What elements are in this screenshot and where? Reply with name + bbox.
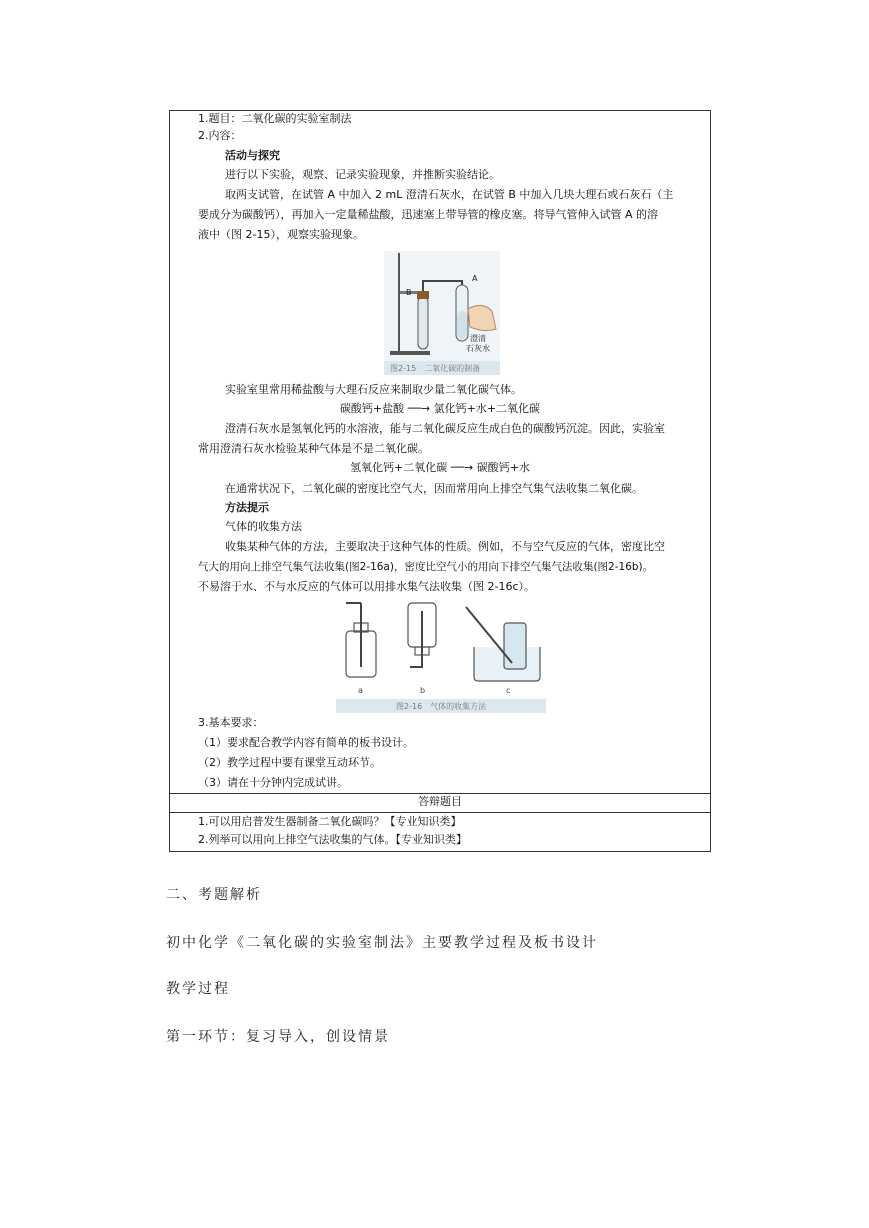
requirement-1: （1）要求配合教学内容有简单的板书设计。	[198, 736, 414, 749]
experiment-text-1: 取两支试管，在试管 A 中加入 2 mL 澄清石灰水，在试管 B 中加入几块大理石或石灰石（主	[225, 188, 674, 201]
collect-co2-text: 在通常状况下，二氧化碳的密度比空气大，因而常用向上排空气集气法收集二氧化碳。	[225, 482, 643, 495]
gas-collection-illustration	[336, 597, 546, 713]
experiment-text-3: 液中（图 2-15），观察实验现象。	[198, 228, 364, 241]
requirements-label: 3.基本要求：	[198, 716, 264, 729]
step-1-heading: 第一环节：复习导入，创设情景	[166, 1029, 390, 1045]
activity-heading: 活动与探究	[225, 149, 280, 162]
requirement-2: （2）教学过程中要有课堂互动环节。	[198, 756, 381, 769]
limewater-text-2: 常用澄清石灰水检验某种气体是不是二氧化碳。	[198, 442, 429, 455]
divider-defense	[170, 793, 710, 794]
process-heading: 教学过程	[166, 981, 230, 997]
fig1-label-lime-1: 澄清	[470, 334, 486, 343]
content-label: 2.内容：	[198, 129, 242, 142]
co2-apparatus-illustration	[384, 251, 500, 375]
fig2-label-b: b	[420, 686, 426, 695]
fig1-caption: 图2-15 二氧化碳的制备	[390, 364, 481, 373]
lab-intro: 实验室里常用稀盐酸与大理石反应来制取少量二氧化碳气体。	[225, 383, 522, 396]
fig2-caption: 图2-16 气体的收集方法	[396, 702, 487, 711]
figure-co2-preparation	[384, 251, 500, 375]
method-text-1: 收集某种气体的方法，主要取决于这种气体的性质。例如，不与空气反应的气体，密度比空	[225, 540, 665, 553]
fig1-label-a: A	[472, 274, 478, 283]
experiment-text-2: 要成分为碳酸钙），再加入一定量稀盐酸，迅速塞上带导管的橡皮塞。将导气管伸入试管 A 的溶	[198, 208, 659, 221]
defense-question-1: 1.可以用启普发生器制备二氧化碳吗？【专业知识类】	[198, 815, 462, 828]
method-heading: 方法提示	[225, 501, 269, 514]
divider-defense-items	[170, 812, 710, 813]
figure-gas-collection	[336, 597, 546, 713]
limewater-text-1: 澄清石灰水是氢氧化钙的水溶液，能与二氧化碳反应生成白色的碳酸钙沉淀。因此，实验室	[225, 422, 665, 435]
defense-question-2: 2.列举可以用向上排空气法收集的气体。【专业知识类】	[198, 833, 467, 846]
equation-2: 氢氧化钙+二氧化碳 ──→ 碳酸钙+水	[350, 461, 530, 474]
activity-intro: 进行以下实验，观察、记录实验现象，并推断实验结论。	[225, 168, 500, 181]
fig1-label-lime-2: 石灰水	[466, 344, 490, 353]
analysis-subtitle: 初中化学《二氧化碳的实验室制法》主要教学过程及板书设计	[166, 935, 598, 951]
fig1-label-b: B	[406, 288, 412, 297]
method-text-2: 气大的用向上排空气集气法收集(图2-16a)，密度比空气小的用向下排空气集气法收集(图2-16b)。	[198, 561, 654, 573]
exam-question-box	[169, 110, 711, 852]
fig2-label-a: a	[358, 686, 363, 695]
method-subheading: 气体的收集方法	[225, 520, 302, 533]
analysis-section-title: 二、考题解析	[166, 887, 262, 903]
equation-1: 碳酸钙+盐酸 ──→ 氯化钙+水+二氧化碳	[339, 402, 541, 415]
method-text-3: 不易溶于水、不与水反应的气体可以用排水集气法收集（图 2-16c）。	[198, 580, 536, 593]
question-title: 1.题目：二氧化碳的实验室制法	[198, 112, 352, 125]
defense-header: 答辩题目	[418, 795, 462, 808]
fig2-label-c: c	[506, 686, 511, 695]
requirement-3: （3）请在十分钟内完成试讲。	[198, 776, 348, 789]
